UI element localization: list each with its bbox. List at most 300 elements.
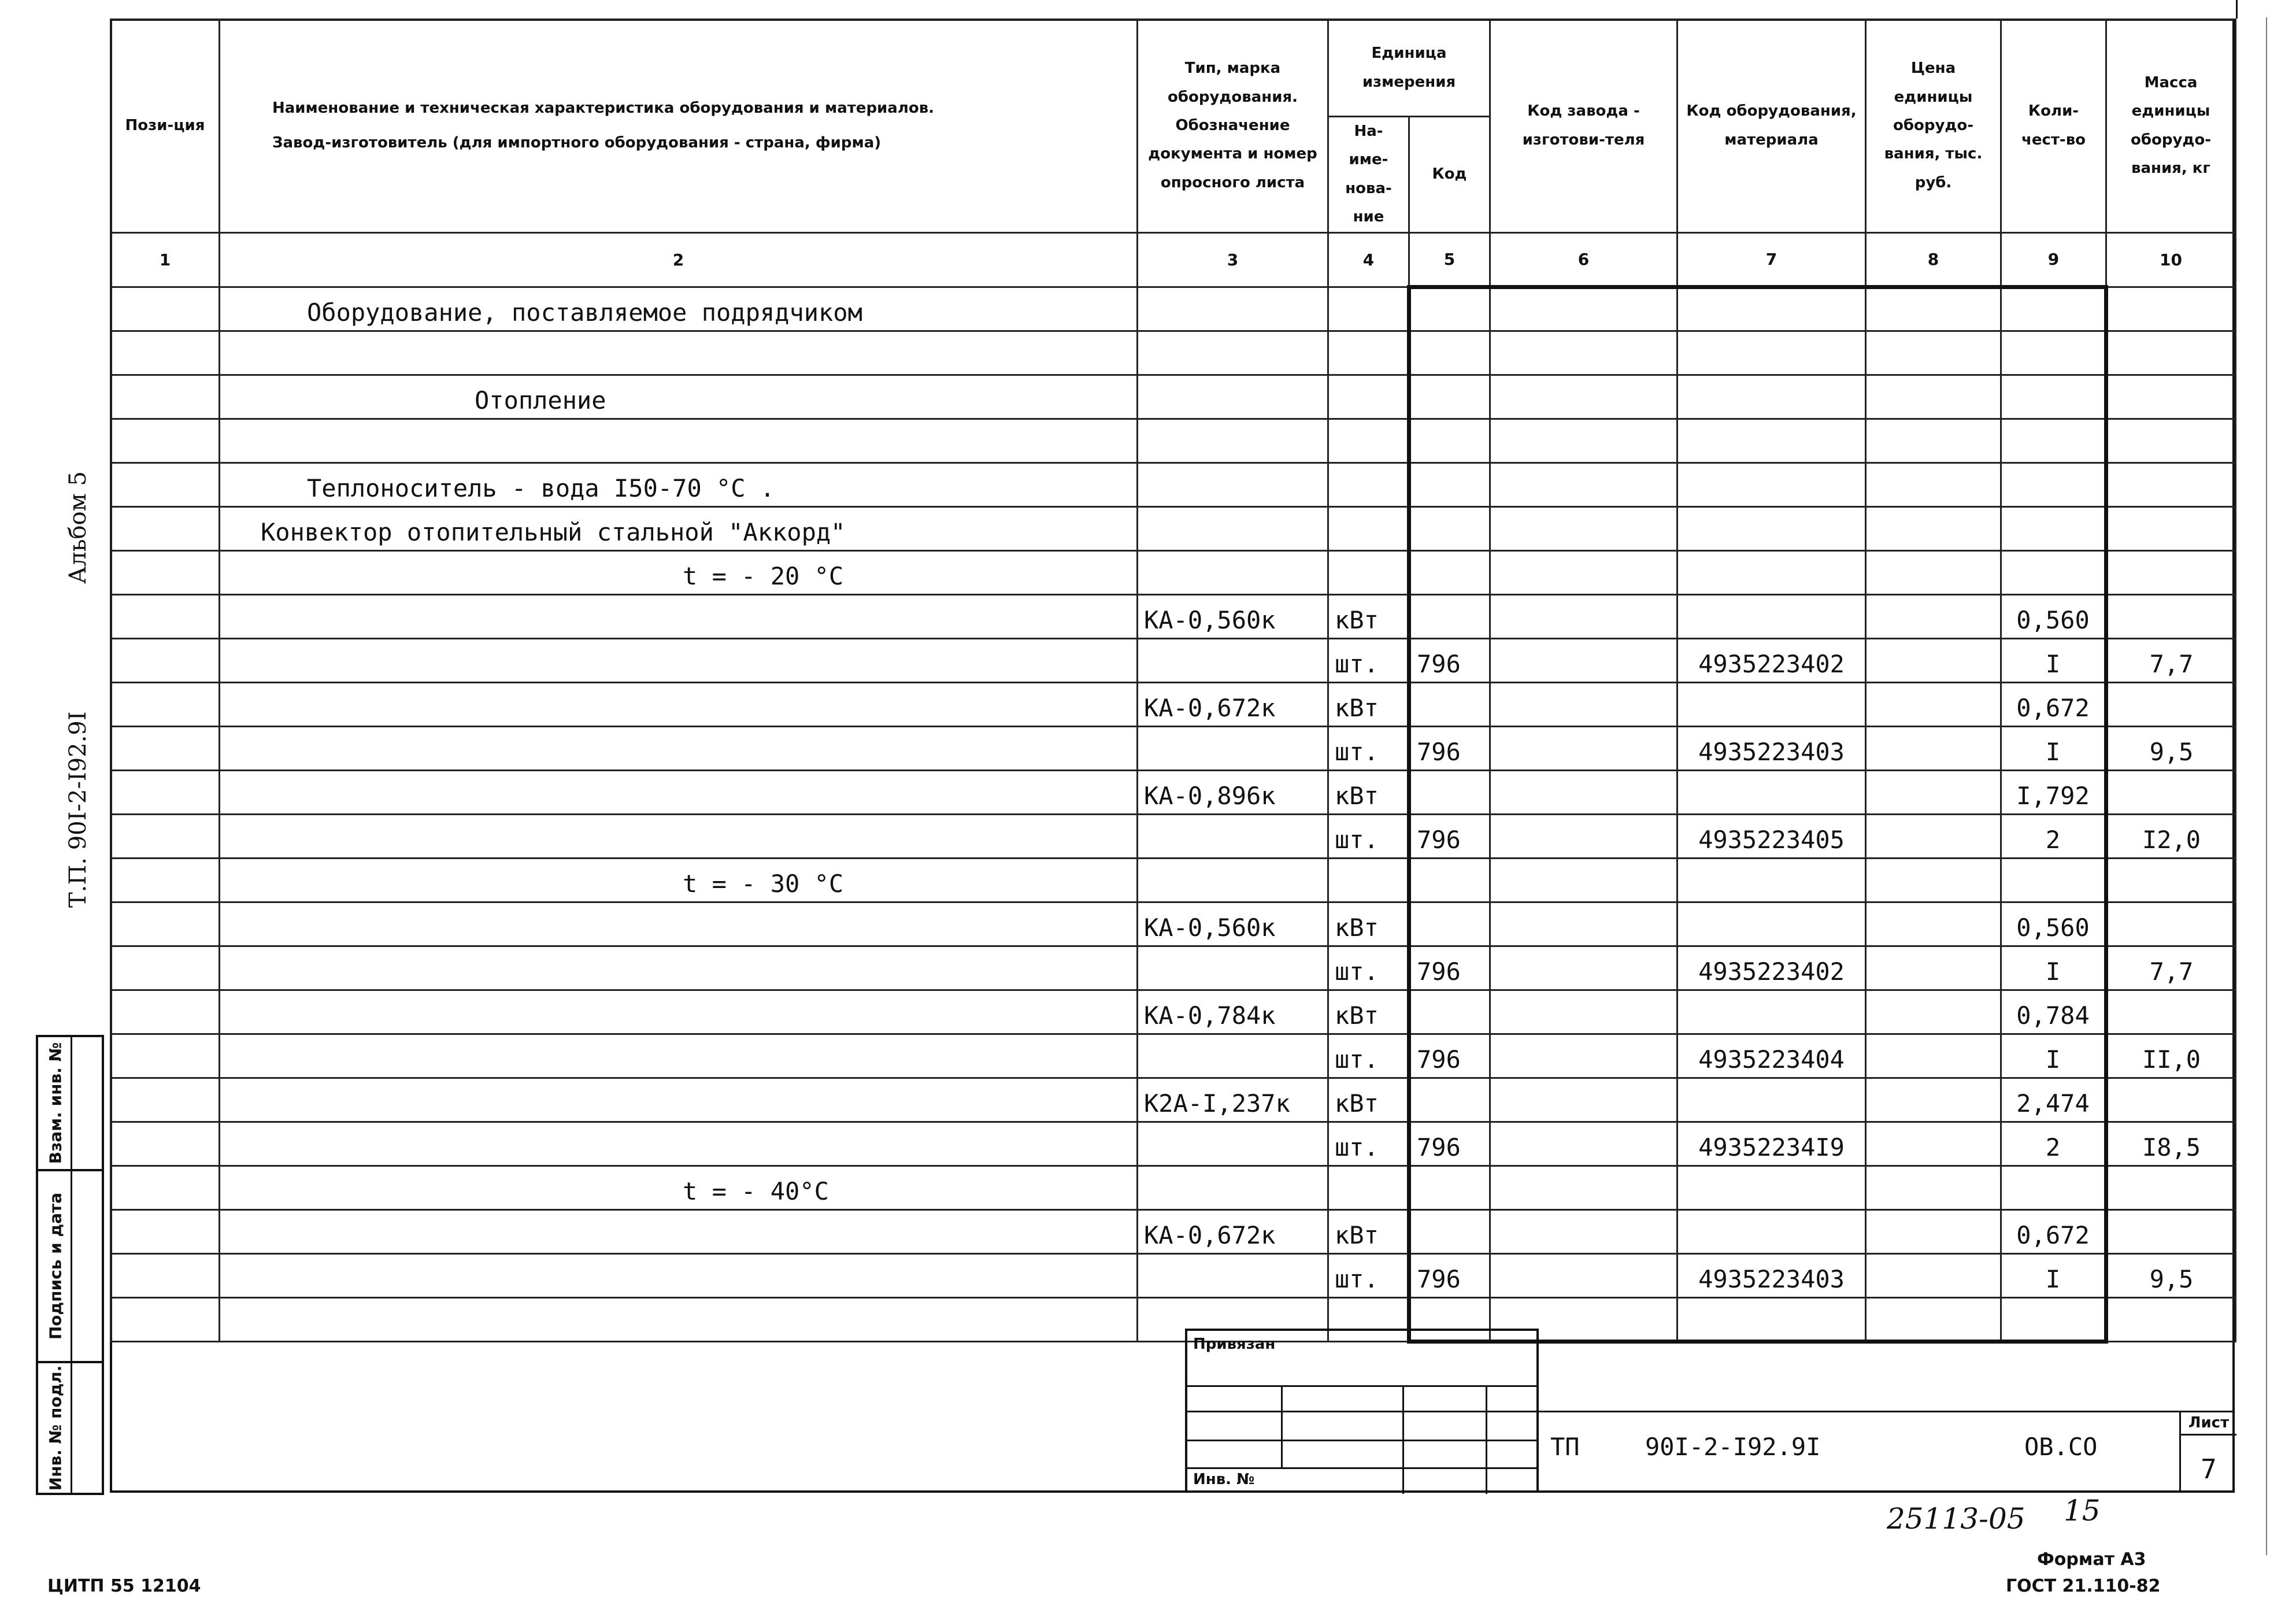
cell-name — [220, 1122, 1138, 1166]
header-name — [220, 20, 1138, 233]
cell-unit: кВт — [1328, 1078, 1409, 1122]
cell-quantity: 0,560 — [2001, 902, 2106, 946]
cell-type — [1138, 463, 1328, 506]
table-row — [111, 726, 2236, 770]
cell-factory-code — [1490, 946, 1677, 990]
cell-quantity: I — [2001, 946, 2106, 990]
cell-price — [1866, 287, 2001, 331]
cell-equipment-code — [1677, 902, 1866, 946]
cell-name — [220, 814, 1138, 858]
specification-table — [110, 19, 2236, 1344]
cell-type: К2А-I,237к — [1138, 1078, 1328, 1122]
cell-unit-code — [1409, 550, 1490, 594]
column-number: 9 — [2001, 232, 2106, 287]
cell-equipment-code: 4935223405 — [1677, 814, 1866, 858]
sheet-number: 7 — [2201, 1453, 2217, 1485]
cell-type — [1138, 419, 1328, 463]
cell-name — [220, 990, 1138, 1034]
cell-factory-code — [1490, 506, 1677, 550]
cell-price — [1866, 1253, 2001, 1297]
table-row — [111, 550, 2236, 594]
cell-name — [220, 902, 1138, 946]
table-row — [111, 638, 2236, 682]
binding-stamp — [1185, 1329, 1539, 1493]
table-row — [111, 375, 2236, 419]
cell-equipment-code — [1677, 375, 1866, 419]
cell-factory-code — [1490, 902, 1677, 946]
cell-position — [111, 1297, 220, 1341]
cell-unit — [1328, 506, 1409, 550]
cell-price — [1866, 1209, 2001, 1253]
sheet-number-box — [2179, 1411, 2236, 1493]
cell-unit-code: 796 — [1409, 638, 1490, 682]
sheet-label: Лист — [2181, 1414, 2236, 1436]
cell-unit-code: 796 — [1409, 1253, 1490, 1297]
cell-type — [1138, 726, 1328, 770]
cell-name — [220, 638, 1138, 682]
cell-price — [1866, 331, 2001, 375]
cell-unit — [1328, 331, 1409, 375]
cell-type — [1138, 1122, 1328, 1166]
header-price: Цена единицы оборудо-вания, тыс. руб. — [1866, 20, 2001, 233]
header-name-line1: Наименование и техническая характеристика оборудования и материалов. — [272, 99, 935, 117]
cell-unit: кВт — [1328, 990, 1409, 1034]
cell-type — [1138, 506, 1328, 550]
cell-type — [1138, 1034, 1328, 1078]
cell-position — [111, 682, 220, 726]
cell-quantity: I — [2001, 638, 2106, 682]
cell-unit-code — [1409, 375, 1490, 419]
cell-quantity: 0,560 — [2001, 594, 2106, 638]
cell-quantity: 2 — [2001, 814, 2106, 858]
cell-price — [1866, 1034, 2001, 1078]
cell-equipment-code: 4935223402 — [1677, 946, 1866, 990]
cell-unit-code: 796 — [1409, 1034, 1490, 1078]
cell-unit-code — [1409, 902, 1490, 946]
header-quantity: Коли-чест-во — [2001, 20, 2106, 233]
cell-equipment-code — [1677, 1078, 1866, 1122]
cell-type — [1138, 814, 1328, 858]
table-row — [111, 463, 2236, 506]
cell-name — [220, 726, 1138, 770]
table-row — [111, 594, 2236, 638]
cell-price — [1866, 638, 2001, 682]
header-mass: Масса единицы оборудо-вания, кг — [2106, 20, 2236, 233]
cell-position — [111, 990, 220, 1034]
cell-name — [220, 1034, 1138, 1078]
cell-position — [111, 419, 220, 463]
cell-mass: 9,5 — [2106, 726, 2236, 770]
cell-unit-code — [1409, 858, 1490, 902]
cell-equipment-code — [1677, 990, 1866, 1034]
cell-factory-code — [1490, 287, 1677, 331]
cell-equipment-code — [1677, 550, 1866, 594]
cell-mass: I2,0 — [2106, 814, 2236, 858]
cell-type — [1138, 287, 1328, 331]
cell-name: Конвектор отопительный стальной "Аккорд" — [220, 506, 1138, 550]
cell-mass: 9,5 — [2106, 1253, 2236, 1297]
cell-unit-code: 796 — [1409, 726, 1490, 770]
cell-price — [1866, 1297, 2001, 1341]
cell-mass — [2106, 902, 2236, 946]
cell-price — [1866, 990, 2001, 1034]
cell-unit-code: 796 — [1409, 946, 1490, 990]
cell-unit-code: 796 — [1409, 814, 1490, 858]
cell-unit-code — [1409, 463, 1490, 506]
cell-position — [111, 375, 220, 419]
table-row — [111, 419, 2236, 463]
stamp-bound-label: Привязан — [1193, 1335, 1276, 1353]
cell-factory-code — [1490, 1122, 1677, 1166]
cell-factory-code — [1490, 858, 1677, 902]
cell-unit — [1328, 419, 1409, 463]
cell-factory-code — [1490, 1166, 1677, 1209]
cell-mass — [2106, 990, 2236, 1034]
cell-factory-code — [1490, 726, 1677, 770]
cell-position — [111, 463, 220, 506]
cell-price — [1866, 1078, 2001, 1122]
org-code-label: ЦИТП 55 12104 — [47, 1576, 201, 1596]
cell-factory-code — [1490, 638, 1677, 682]
cell-position — [111, 638, 220, 682]
cell-type: КА-0,672к — [1138, 682, 1328, 726]
cell-unit-code — [1409, 1078, 1490, 1122]
cell-type — [1138, 638, 1328, 682]
cell-name: Теплоноситель - вода I50-70 °C . — [220, 463, 1138, 506]
cell-price — [1866, 726, 2001, 770]
cell-mass — [2106, 331, 2236, 375]
cell-type: КА-0,560к — [1138, 902, 1328, 946]
cell-factory-code — [1490, 419, 1677, 463]
cell-quantity: I — [2001, 726, 2106, 770]
column-number: 5 — [1409, 232, 1490, 287]
cell-quantity — [2001, 375, 2106, 419]
title-document-mark: ОВ.СО — [2024, 1433, 2098, 1461]
cell-mass — [2106, 1166, 2236, 1209]
cell-name: t = - 20 °C — [220, 550, 1138, 594]
cell-name: Отопление — [220, 375, 1138, 419]
cell-equipment-code: 4935223402 — [1677, 638, 1866, 682]
cell-equipment-code — [1677, 858, 1866, 902]
header-factory-code: Код завода - изготови-теля — [1490, 20, 1677, 233]
cell-mass: II,0 — [2106, 1034, 2236, 1078]
cell-name: Оборудование, поставляемое подрядчиком — [220, 287, 1138, 331]
cell-type: КА-0,896к — [1138, 770, 1328, 814]
cell-name — [220, 682, 1138, 726]
cell-mass — [2106, 550, 2236, 594]
stamp-original-inv — [36, 1361, 104, 1495]
cell-type: КА-0,784к — [1138, 990, 1328, 1034]
cell-equipment-code — [1677, 1297, 1866, 1341]
table-row — [111, 902, 2236, 946]
cell-equipment-code — [1677, 287, 1866, 331]
cell-unit: кВт — [1328, 1209, 1409, 1253]
cell-factory-code — [1490, 1034, 1677, 1078]
cell-position — [111, 287, 220, 331]
cell-equipment-code — [1677, 594, 1866, 638]
cell-name — [220, 331, 1138, 375]
cell-equipment-code — [1677, 682, 1866, 726]
column-number: 7 — [1677, 232, 1866, 287]
cell-price — [1866, 946, 2001, 990]
cell-unit: кВт — [1328, 770, 1409, 814]
album-label: Альбом 5 — [65, 471, 91, 584]
cell-unit-code — [1409, 506, 1490, 550]
cell-equipment-code — [1677, 463, 1866, 506]
cell-quantity: 2,474 — [2001, 1078, 2106, 1122]
cell-position — [111, 1166, 220, 1209]
cell-price — [1866, 375, 2001, 419]
cell-mass: 7,7 — [2106, 946, 2236, 990]
cell-price — [1866, 506, 2001, 550]
cell-quantity: 2 — [2001, 1122, 2106, 1166]
cell-position — [111, 594, 220, 638]
cell-unit: шт. — [1328, 1034, 1409, 1078]
cell-position — [111, 814, 220, 858]
cell-mass: 7,7 — [2106, 638, 2236, 682]
header-row-1 — [111, 20, 2236, 117]
cell-mass — [2106, 287, 2236, 331]
cell-price — [1866, 770, 2001, 814]
cell-equipment-code: 4935223403 — [1677, 1253, 1866, 1297]
cell-price — [1866, 858, 2001, 902]
cell-unit-code: 796 — [1409, 1122, 1490, 1166]
column-number: 8 — [1866, 232, 2001, 287]
cell-unit-code — [1409, 682, 1490, 726]
gost-label: ГОСТ 21.110-82 — [2006, 1576, 2161, 1596]
cell-unit: шт. — [1328, 1122, 1409, 1166]
cell-mass: I8,5 — [2106, 1122, 2236, 1166]
header-position: Пози-ция — [111, 20, 220, 233]
cell-name — [220, 1078, 1138, 1122]
cell-equipment-code — [1677, 770, 1866, 814]
cell-unit: кВт — [1328, 682, 1409, 726]
cell-mass — [2106, 858, 2236, 902]
cell-position — [111, 726, 220, 770]
cell-factory-code — [1490, 1078, 1677, 1122]
cell-unit: шт. — [1328, 638, 1409, 682]
cell-unit: шт. — [1328, 726, 1409, 770]
table-row — [111, 1122, 2236, 1166]
cell-unit — [1328, 550, 1409, 594]
cell-equipment-code: 49352234I9 — [1677, 1122, 1866, 1166]
header-unit-code: Код — [1409, 117, 1490, 233]
right-frame-line — [2266, 17, 2267, 1555]
column-number: 3 — [1138, 232, 1328, 287]
cell-name — [220, 946, 1138, 990]
format-label: Формат А3 — [2037, 1549, 2146, 1570]
cell-quantity: I — [2001, 1034, 2106, 1078]
table-row — [111, 1078, 2236, 1122]
cell-type — [1138, 375, 1328, 419]
header-unit-name: На-име-нова-ние — [1328, 117, 1409, 233]
table-row — [111, 946, 2236, 990]
cell-unit-code — [1409, 1166, 1490, 1209]
cell-unit-code — [1409, 419, 1490, 463]
table-row — [111, 1166, 2236, 1209]
cell-quantity: 0,784 — [2001, 990, 2106, 1034]
cell-equipment-code — [1677, 331, 1866, 375]
table-row — [111, 331, 2236, 375]
cell-unit-code — [1409, 770, 1490, 814]
cell-factory-code — [1490, 463, 1677, 506]
title-document-number: 90I-2-I92.9I — [1645, 1433, 1821, 1461]
cell-type: КА-0,560к — [1138, 594, 1328, 638]
cell-equipment-code — [1677, 419, 1866, 463]
cell-price — [1866, 1166, 2001, 1209]
cell-position — [111, 550, 220, 594]
cell-name — [220, 1253, 1138, 1297]
cell-unit — [1328, 287, 1409, 331]
cell-mass — [2106, 770, 2236, 814]
table-row — [111, 287, 2236, 331]
cell-unit — [1328, 1166, 1409, 1209]
cell-mass — [2106, 419, 2236, 463]
cell-quantity: 0,672 — [2001, 1209, 2106, 1253]
cell-price — [1866, 550, 2001, 594]
cell-factory-code — [1490, 770, 1677, 814]
cell-unit: шт. — [1328, 946, 1409, 990]
cell-unit-code — [1409, 331, 1490, 375]
cell-type — [1138, 550, 1328, 594]
cell-factory-code — [1490, 814, 1677, 858]
cell-price — [1866, 814, 2001, 858]
column-number: 10 — [2106, 232, 2236, 287]
cell-price — [1866, 1122, 2001, 1166]
cell-type — [1138, 858, 1328, 902]
cell-unit: шт. — [1328, 814, 1409, 858]
handwritten-number: 25113-05 — [1887, 1502, 2025, 1536]
cell-mass — [2106, 1078, 2236, 1122]
table-row — [111, 1209, 2236, 1253]
column-number: 6 — [1490, 232, 1677, 287]
cell-quantity: I — [2001, 1253, 2106, 1297]
cell-unit: кВт — [1328, 902, 1409, 946]
stamp-original-inv-label: Инв. № подл. — [46, 1365, 65, 1491]
cell-position — [111, 1253, 220, 1297]
cell-position — [111, 1034, 220, 1078]
cell-quantity: 0,672 — [2001, 682, 2106, 726]
cell-unit — [1328, 858, 1409, 902]
cell-factory-code — [1490, 990, 1677, 1034]
cell-name — [220, 594, 1138, 638]
header-unit: Единица измерения — [1328, 20, 1490, 117]
table-row — [111, 1253, 2236, 1297]
cell-equipment-code — [1677, 1209, 1866, 1253]
cell-unit: шт. — [1328, 1253, 1409, 1297]
table-row — [111, 1034, 2236, 1078]
table-row — [111, 1297, 2236, 1341]
handwritten-sheet: 15 — [2064, 1494, 2101, 1527]
cell-type — [1138, 1253, 1328, 1297]
cell-name: t = - 40°C — [220, 1166, 1138, 1209]
table-row — [111, 506, 2236, 550]
cell-type — [1138, 946, 1328, 990]
cell-position — [111, 858, 220, 902]
cell-unit — [1328, 463, 1409, 506]
column-number: 1 — [111, 232, 220, 287]
cell-quantity — [2001, 419, 2106, 463]
cell-factory-code — [1490, 1209, 1677, 1253]
cell-price — [1866, 902, 2001, 946]
column-number: 2 — [220, 232, 1138, 287]
table-row — [111, 814, 2236, 858]
cell-price — [1866, 463, 2001, 506]
table-row — [111, 770, 2236, 814]
table-row — [111, 682, 2236, 726]
title-block — [1539, 1411, 2235, 1493]
project-label: Т.П. 90I-2-I92.9I — [65, 711, 91, 908]
cell-quantity — [2001, 506, 2106, 550]
cell-unit-code — [1409, 287, 1490, 331]
stamp-replaced-inv — [36, 1035, 104, 1171]
stamp-inv-label: Инв. № — [1193, 1471, 1255, 1488]
table-body — [111, 287, 2236, 1341]
cell-position — [111, 1078, 220, 1122]
header-type: Тип, марка оборудования. Обозначение документа и номер опросного листа — [1138, 20, 1328, 233]
cell-type: КА-0,672к — [1138, 1209, 1328, 1253]
column-number: 4 — [1328, 232, 1409, 287]
cell-quantity — [2001, 463, 2106, 506]
cell-position — [111, 946, 220, 990]
cell-position — [111, 1122, 220, 1166]
cell-name: t = - 30 °C — [220, 858, 1138, 902]
stamp-replaced-inv-label: Взам. инв. № — [46, 1042, 65, 1164]
cell-price — [1866, 682, 2001, 726]
cell-position — [111, 331, 220, 375]
cell-type — [1138, 331, 1328, 375]
cell-quantity — [2001, 858, 2106, 902]
cell-name — [220, 419, 1138, 463]
column-numbers-row — [111, 232, 2236, 287]
cell-factory-code — [1490, 375, 1677, 419]
cell-factory-code — [1490, 550, 1677, 594]
cell-factory-code — [1490, 1253, 1677, 1297]
cell-quantity — [2001, 331, 2106, 375]
cell-factory-code — [1490, 594, 1677, 638]
cell-quantity — [2001, 1166, 2106, 1209]
cell-price — [1866, 419, 2001, 463]
header-name-line2: Завод-изготовитель (для импортного оборудования - страна, фирма) — [272, 134, 882, 151]
cell-type — [1138, 1166, 1328, 1209]
cell-name — [220, 1297, 1138, 1341]
cell-quantity — [2001, 1297, 2106, 1341]
cell-name — [220, 1209, 1138, 1253]
cell-quantity — [2001, 287, 2106, 331]
stamp-signature-date-label: Подпись и дата — [46, 1192, 65, 1340]
cell-price — [1866, 594, 2001, 638]
cell-mass — [2106, 375, 2236, 419]
top-right-tick — [2236, 0, 2238, 19]
cell-name — [220, 770, 1138, 814]
cell-quantity — [2001, 550, 2106, 594]
cell-equipment-code: 4935223404 — [1677, 1034, 1866, 1078]
cell-position — [111, 770, 220, 814]
cell-mass — [2106, 1209, 2236, 1253]
cell-unit-code — [1409, 1209, 1490, 1253]
cell-mass — [2106, 594, 2236, 638]
cell-unit-code — [1409, 594, 1490, 638]
cell-position — [111, 902, 220, 946]
cell-mass — [2106, 463, 2236, 506]
table-row — [111, 858, 2236, 902]
stamp-signature-date — [36, 1169, 104, 1363]
cell-position — [111, 506, 220, 550]
cell-equipment-code: 4935223403 — [1677, 726, 1866, 770]
cell-unit-code — [1409, 990, 1490, 1034]
title-tp: ТП — [1550, 1433, 1580, 1461]
cell-mass — [2106, 682, 2236, 726]
